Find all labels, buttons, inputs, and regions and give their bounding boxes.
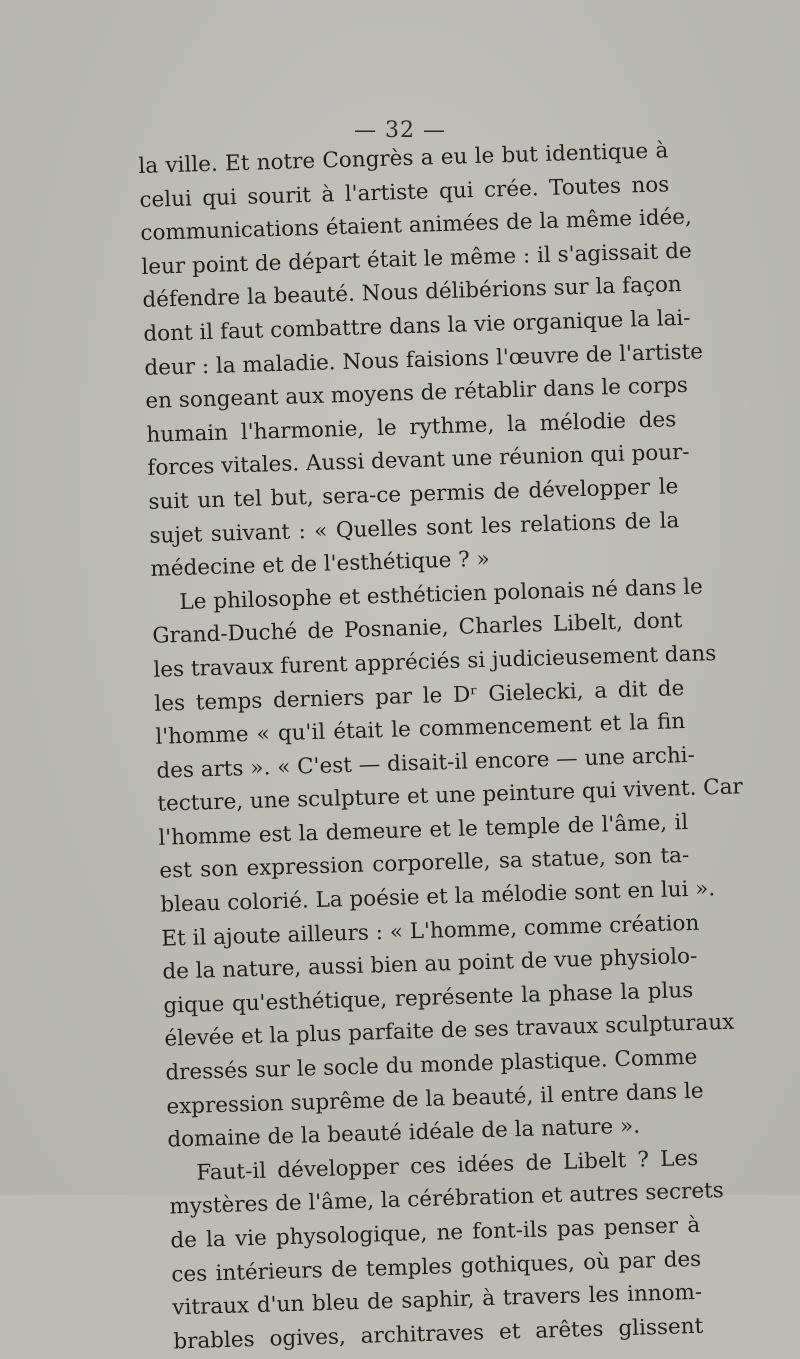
body-text — [138, 134, 744, 1359]
text-line: bleau colorié. La poésie et la mélodie sont en lui ». — [160, 876, 716, 918]
text-line: élevée et la plus parfaite de ses travaux sculpturaux — [164, 1010, 735, 1053]
text-line: tecture, une sculpture et une peinture qui vivent. Car — [157, 774, 744, 817]
text-line: celui qui sourit à l'artiste qui crée. Toutes nos — [139, 171, 670, 213]
text-line: Grand-Duché de Posnanie, Charles Libelt, dont — [152, 608, 683, 650]
text-line: les travaux furent appréciés si judicieusement dans — [153, 640, 717, 683]
text-line: gique qu'esthétique, représente la phase la plus — [163, 977, 694, 1019]
text-line: est son expression corporelle, sa statue, son ta- — [159, 843, 690, 885]
text-line: Le philosophe et esthéticien polonais né dans le — [179, 574, 704, 615]
text-line: brables ogives, architraves et arêtes glissent — [172, 1313, 704, 1355]
text-line: de la vie physologique, ne font-ils pas penser à — [170, 1212, 701, 1254]
page-number: — 32 — — [354, 118, 446, 143]
text-line: l'homme est la demeure et le temple de l'âme, il — [158, 809, 689, 851]
text-line: défendre la beauté. Nous délibérions sur la façon — [142, 272, 683, 314]
text-line: de la nature, aussi bien au point de vue physiolo- — [162, 944, 698, 985]
text-line: les temps derniers par le Dʳ Gielecki, a dit de — [154, 675, 685, 717]
text-line: la ville. Et notre Congrès a eu le but identique à — [138, 138, 669, 179]
text-line: Et il ajoute ailleurs : « L'homme, comme création — [161, 910, 700, 952]
text-line: médecine et de l'esthétique ? » — [150, 546, 491, 582]
text-line: forces vitales. Aussi devant une réunion qui pour- — [147, 440, 690, 482]
text-line: deur : la maladie. Nous faisions l'œuvre de l'artiste — [144, 338, 704, 381]
text-line: ces intérieurs de temples gothiques, où par des — [171, 1246, 702, 1288]
text-line: des arts ». « C'est — disait-il encore — une archi- — [156, 742, 696, 784]
text-line: sujet suivant : « Quelles sont les relations de la — [149, 507, 680, 549]
text-line: vitraux d'un bleu de saphir, à travers les innom- — [172, 1279, 703, 1321]
text-line: dressés sur le socle du monde plastique. Comme — [165, 1044, 698, 1086]
text-line: dont il faut combattre dans la vie organique la lai- — [143, 305, 691, 347]
text-line: l'homme « qu'il était le commencement et la fin — [155, 709, 686, 750]
text-line: leur point de départ était le même : il s'agissait de — [141, 238, 693, 280]
text-line: suit un tel but, sera-ce permis de développer le — [148, 474, 679, 515]
text-line: humain l'harmonie, le rythme, la mélodie des — [146, 406, 677, 448]
text-line: communications étaient animées de la même idée, — [140, 204, 693, 247]
text-line: en songeant aux moyens de rétablir dans le corps — [145, 372, 689, 415]
text-line: expression suprême de la beauté, il entre dans le — [166, 1078, 704, 1120]
text-line: domaine de la beauté idéale de la nature ». — [167, 1113, 641, 1153]
text-line: Faut-il développer ces idées de Libelt ? Les — [196, 1145, 699, 1186]
text-line: mystères de l'âme, la cérébration et autres secrets — [169, 1178, 725, 1220]
